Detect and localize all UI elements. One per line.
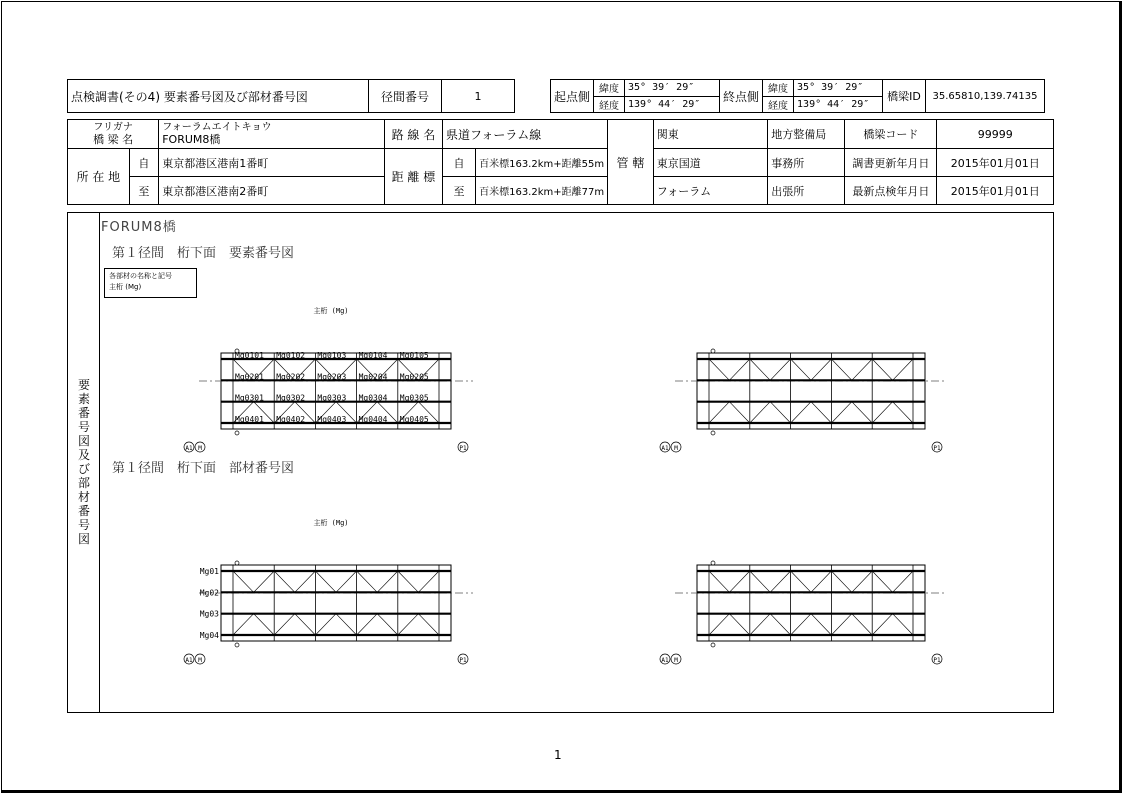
element-label: Mg0305 bbox=[399, 393, 429, 403]
lateral-brace bbox=[418, 571, 439, 592]
bearing-mark bbox=[235, 561, 239, 565]
element-label: Mg0303 bbox=[317, 393, 347, 403]
side-label: 要素番号図及び部材番号図 bbox=[77, 378, 90, 546]
legend-title: 各部材の名称と記号 bbox=[109, 272, 172, 280]
span-label: 径間番号 bbox=[369, 80, 442, 113]
dist-from-label: 自 bbox=[442, 149, 475, 177]
lateral-brace bbox=[398, 571, 419, 592]
lateral-brace bbox=[831, 402, 851, 423]
lateral-brace bbox=[893, 402, 913, 423]
latest-label: 最新点検年月日 bbox=[845, 177, 937, 205]
to-label: 至 bbox=[129, 177, 159, 205]
start-label: 起点側 bbox=[551, 80, 594, 113]
road-office-type: 事務所 bbox=[768, 149, 845, 177]
lateral-brace bbox=[315, 571, 336, 592]
main-girder-label: 主桁 (Mg) bbox=[313, 307, 349, 315]
info-table bbox=[67, 119, 1054, 205]
lateral-brace bbox=[398, 614, 419, 635]
road-office: 東京国道 bbox=[653, 149, 768, 177]
girder-drawings bbox=[68, 213, 1053, 712]
drawing-bridge-name: FORUM8橋 bbox=[101, 220, 177, 235]
lateral-brace bbox=[709, 402, 729, 423]
end-lat-label: 緯度 bbox=[763, 80, 794, 97]
lateral-brace bbox=[811, 402, 831, 423]
route-label: 路 線 名 bbox=[384, 120, 442, 149]
bridge-id-label: 橋梁ID bbox=[883, 80, 926, 113]
lateral-brace bbox=[852, 359, 872, 380]
lateral-brace bbox=[852, 614, 872, 635]
element-label: Mg0304 bbox=[358, 393, 388, 403]
to-address: 東京都港区港南2番町 bbox=[159, 177, 385, 205]
branch-type: 出張所 bbox=[768, 177, 845, 205]
end-label: 終点側 bbox=[720, 80, 763, 113]
lateral-brace bbox=[750, 359, 770, 380]
lateral-brace bbox=[852, 571, 872, 592]
lateral-brace bbox=[729, 571, 749, 592]
lateral-brace bbox=[791, 402, 811, 423]
abutment-sub-label: M bbox=[198, 657, 202, 664]
element-label: Mg0101 bbox=[235, 351, 264, 360]
bearing-mark bbox=[711, 349, 715, 353]
distance-label: 距 離 標 bbox=[384, 149, 442, 205]
member-label: Mg03 bbox=[199, 609, 219, 619]
start-lon-label: 経度 bbox=[594, 96, 625, 113]
lateral-brace bbox=[811, 359, 831, 380]
lateral-brace bbox=[274, 614, 295, 635]
lateral-brace bbox=[274, 571, 295, 592]
name-label-cell bbox=[68, 120, 159, 149]
branch: フォーラム bbox=[653, 177, 768, 205]
from-label: 自 bbox=[129, 149, 159, 177]
element-label: Mg0402 bbox=[276, 415, 306, 424]
lateral-brace bbox=[233, 614, 254, 635]
lateral-brace bbox=[377, 571, 398, 592]
element-label: Mg0103 bbox=[317, 351, 347, 360]
element-label: Mg0203 bbox=[317, 372, 347, 382]
main-girder-label: 主桁 (Mg) bbox=[313, 519, 349, 527]
lateral-brace bbox=[811, 614, 831, 635]
lateral-brace bbox=[336, 614, 357, 635]
drawing-area bbox=[67, 212, 1054, 713]
doc-title: 点検調書(その4) 要素番号図及び部材番号図 bbox=[68, 80, 369, 113]
kanri-label: 管 轄 bbox=[608, 120, 654, 205]
region: 関東 bbox=[653, 120, 768, 149]
lateral-brace bbox=[254, 614, 275, 635]
abutment-label: A1 bbox=[661, 445, 669, 452]
lateral-brace bbox=[770, 571, 790, 592]
lateral-brace bbox=[872, 571, 892, 592]
lateral-brace bbox=[893, 571, 913, 592]
lateral-brace bbox=[315, 614, 336, 635]
start-lon: 139° 44′ 29″ bbox=[625, 96, 720, 113]
bearing-mark bbox=[235, 643, 239, 647]
abutment-sub-label: M bbox=[674, 657, 678, 664]
lateral-brace bbox=[418, 614, 439, 635]
element-label: Mg0403 bbox=[317, 415, 347, 424]
lateral-brace bbox=[750, 614, 770, 635]
element-label: Mg0202 bbox=[276, 372, 306, 382]
end-lon-label: 経度 bbox=[763, 96, 794, 113]
end-lat: 35° 39′ 29″ bbox=[794, 80, 883, 97]
member-label: Mg04 bbox=[199, 631, 219, 640]
element-label: Mg0204 bbox=[358, 372, 388, 382]
lateral-brace bbox=[831, 571, 851, 592]
bearing-mark bbox=[711, 643, 715, 647]
lateral-brace bbox=[729, 402, 749, 423]
bridge-name-label: 橋 梁 名 bbox=[93, 133, 134, 146]
furigana-value: フォーラムエイトキョウ bbox=[162, 122, 272, 133]
dist-to-label: 至 bbox=[442, 177, 475, 205]
element-label: Mg0401 bbox=[235, 415, 264, 424]
to-distance: 百米標163.2km+距離77m bbox=[476, 177, 608, 205]
lateral-brace bbox=[377, 614, 398, 635]
latest-value: 2015年01月01日 bbox=[937, 177, 1054, 205]
element-label: Mg0102 bbox=[276, 351, 306, 360]
element-label: Mg0205 bbox=[399, 372, 429, 382]
pier-label: P1 bbox=[459, 445, 467, 452]
element-label: Mg0201 bbox=[235, 372, 264, 382]
bridge-code-label: 橋梁コード bbox=[845, 120, 937, 149]
lateral-brace bbox=[357, 614, 378, 635]
lateral-brace bbox=[750, 571, 770, 592]
pier-label: P1 bbox=[459, 657, 467, 664]
member-label: Mg02 bbox=[199, 588, 219, 598]
element-label: Mg0105 bbox=[399, 351, 429, 360]
lateral-brace bbox=[233, 571, 254, 592]
element-label: Mg0405 bbox=[399, 415, 429, 424]
page-number: 1 bbox=[554, 748, 562, 762]
abutment-label: A1 bbox=[185, 657, 193, 664]
name-value-cell bbox=[159, 120, 385, 149]
location-label: 所 在 地 bbox=[68, 149, 130, 205]
start-lat-label: 緯度 bbox=[594, 80, 625, 97]
lateral-brace bbox=[831, 614, 851, 635]
abutment-label: A1 bbox=[661, 657, 669, 664]
lateral-brace bbox=[770, 359, 790, 380]
lateral-brace bbox=[254, 571, 275, 592]
element-label: Mg0302 bbox=[276, 393, 306, 403]
abutment-sub-label: M bbox=[674, 445, 678, 452]
route-value: 県道フォーラム線 bbox=[442, 120, 607, 149]
element-label: Mg0404 bbox=[358, 415, 388, 424]
section2-title: 第１径間 桁下面 部材番号図 bbox=[112, 461, 295, 476]
lateral-brace bbox=[709, 359, 729, 380]
lateral-brace bbox=[791, 614, 811, 635]
bearing-mark bbox=[711, 431, 715, 435]
lateral-brace bbox=[893, 614, 913, 635]
deck-outline bbox=[697, 565, 925, 641]
lateral-brace bbox=[831, 359, 851, 380]
lateral-brace bbox=[357, 571, 378, 592]
element-label: Mg0301 bbox=[235, 393, 264, 403]
lateral-brace bbox=[791, 359, 811, 380]
end-lon: 139° 44′ 29″ bbox=[794, 96, 883, 113]
lateral-brace bbox=[709, 614, 729, 635]
deck-outline bbox=[221, 565, 451, 641]
lateral-brace bbox=[295, 571, 316, 592]
furigana-label: フリガナ bbox=[93, 122, 133, 133]
start-lat: 35° 39′ 29″ bbox=[625, 80, 720, 97]
update-label: 調書更新年月日 bbox=[845, 149, 937, 177]
lateral-brace bbox=[852, 402, 872, 423]
lateral-brace bbox=[750, 402, 770, 423]
region-office: 地方整備局 bbox=[768, 120, 845, 149]
lateral-brace bbox=[872, 614, 892, 635]
lateral-brace bbox=[811, 571, 831, 592]
pier-label: P1 bbox=[933, 445, 941, 452]
lateral-brace bbox=[295, 614, 316, 635]
legend-item: 主桁 (Mg) bbox=[109, 283, 142, 291]
coord-table bbox=[550, 79, 1045, 113]
lateral-brace bbox=[770, 402, 790, 423]
lateral-brace bbox=[770, 614, 790, 635]
section1-title: 第１径間 桁下面 要素番号図 bbox=[112, 246, 295, 261]
bearing-mark bbox=[711, 561, 715, 565]
lateral-brace bbox=[709, 571, 729, 592]
lateral-brace bbox=[872, 359, 892, 380]
bearing-mark bbox=[235, 431, 239, 435]
abutment-sub-label: M bbox=[198, 445, 202, 452]
bridge-code-value: 99999 bbox=[937, 120, 1054, 149]
lateral-brace bbox=[872, 402, 892, 423]
lateral-brace bbox=[791, 571, 811, 592]
from-distance: 百米標163.2km+距離55m bbox=[476, 149, 608, 177]
pier-label: P1 bbox=[933, 657, 941, 664]
bridge-name-value: FORUM8橋 bbox=[162, 133, 221, 146]
title-table bbox=[67, 79, 515, 113]
member-label: Mg01 bbox=[199, 567, 219, 576]
from-address: 東京都港区港南1番町 bbox=[159, 149, 385, 177]
abutment-label: A1 bbox=[185, 445, 193, 452]
lateral-brace bbox=[729, 359, 749, 380]
element-label: Mg0104 bbox=[358, 351, 388, 360]
lateral-brace bbox=[893, 359, 913, 380]
lateral-brace bbox=[336, 571, 357, 592]
deck-outline bbox=[697, 353, 925, 429]
lateral-brace bbox=[729, 614, 749, 635]
span-value: 1 bbox=[442, 80, 515, 113]
bridge-id-value: 35.65810,139.74135 bbox=[926, 80, 1045, 113]
update-value: 2015年01月01日 bbox=[937, 149, 1054, 177]
